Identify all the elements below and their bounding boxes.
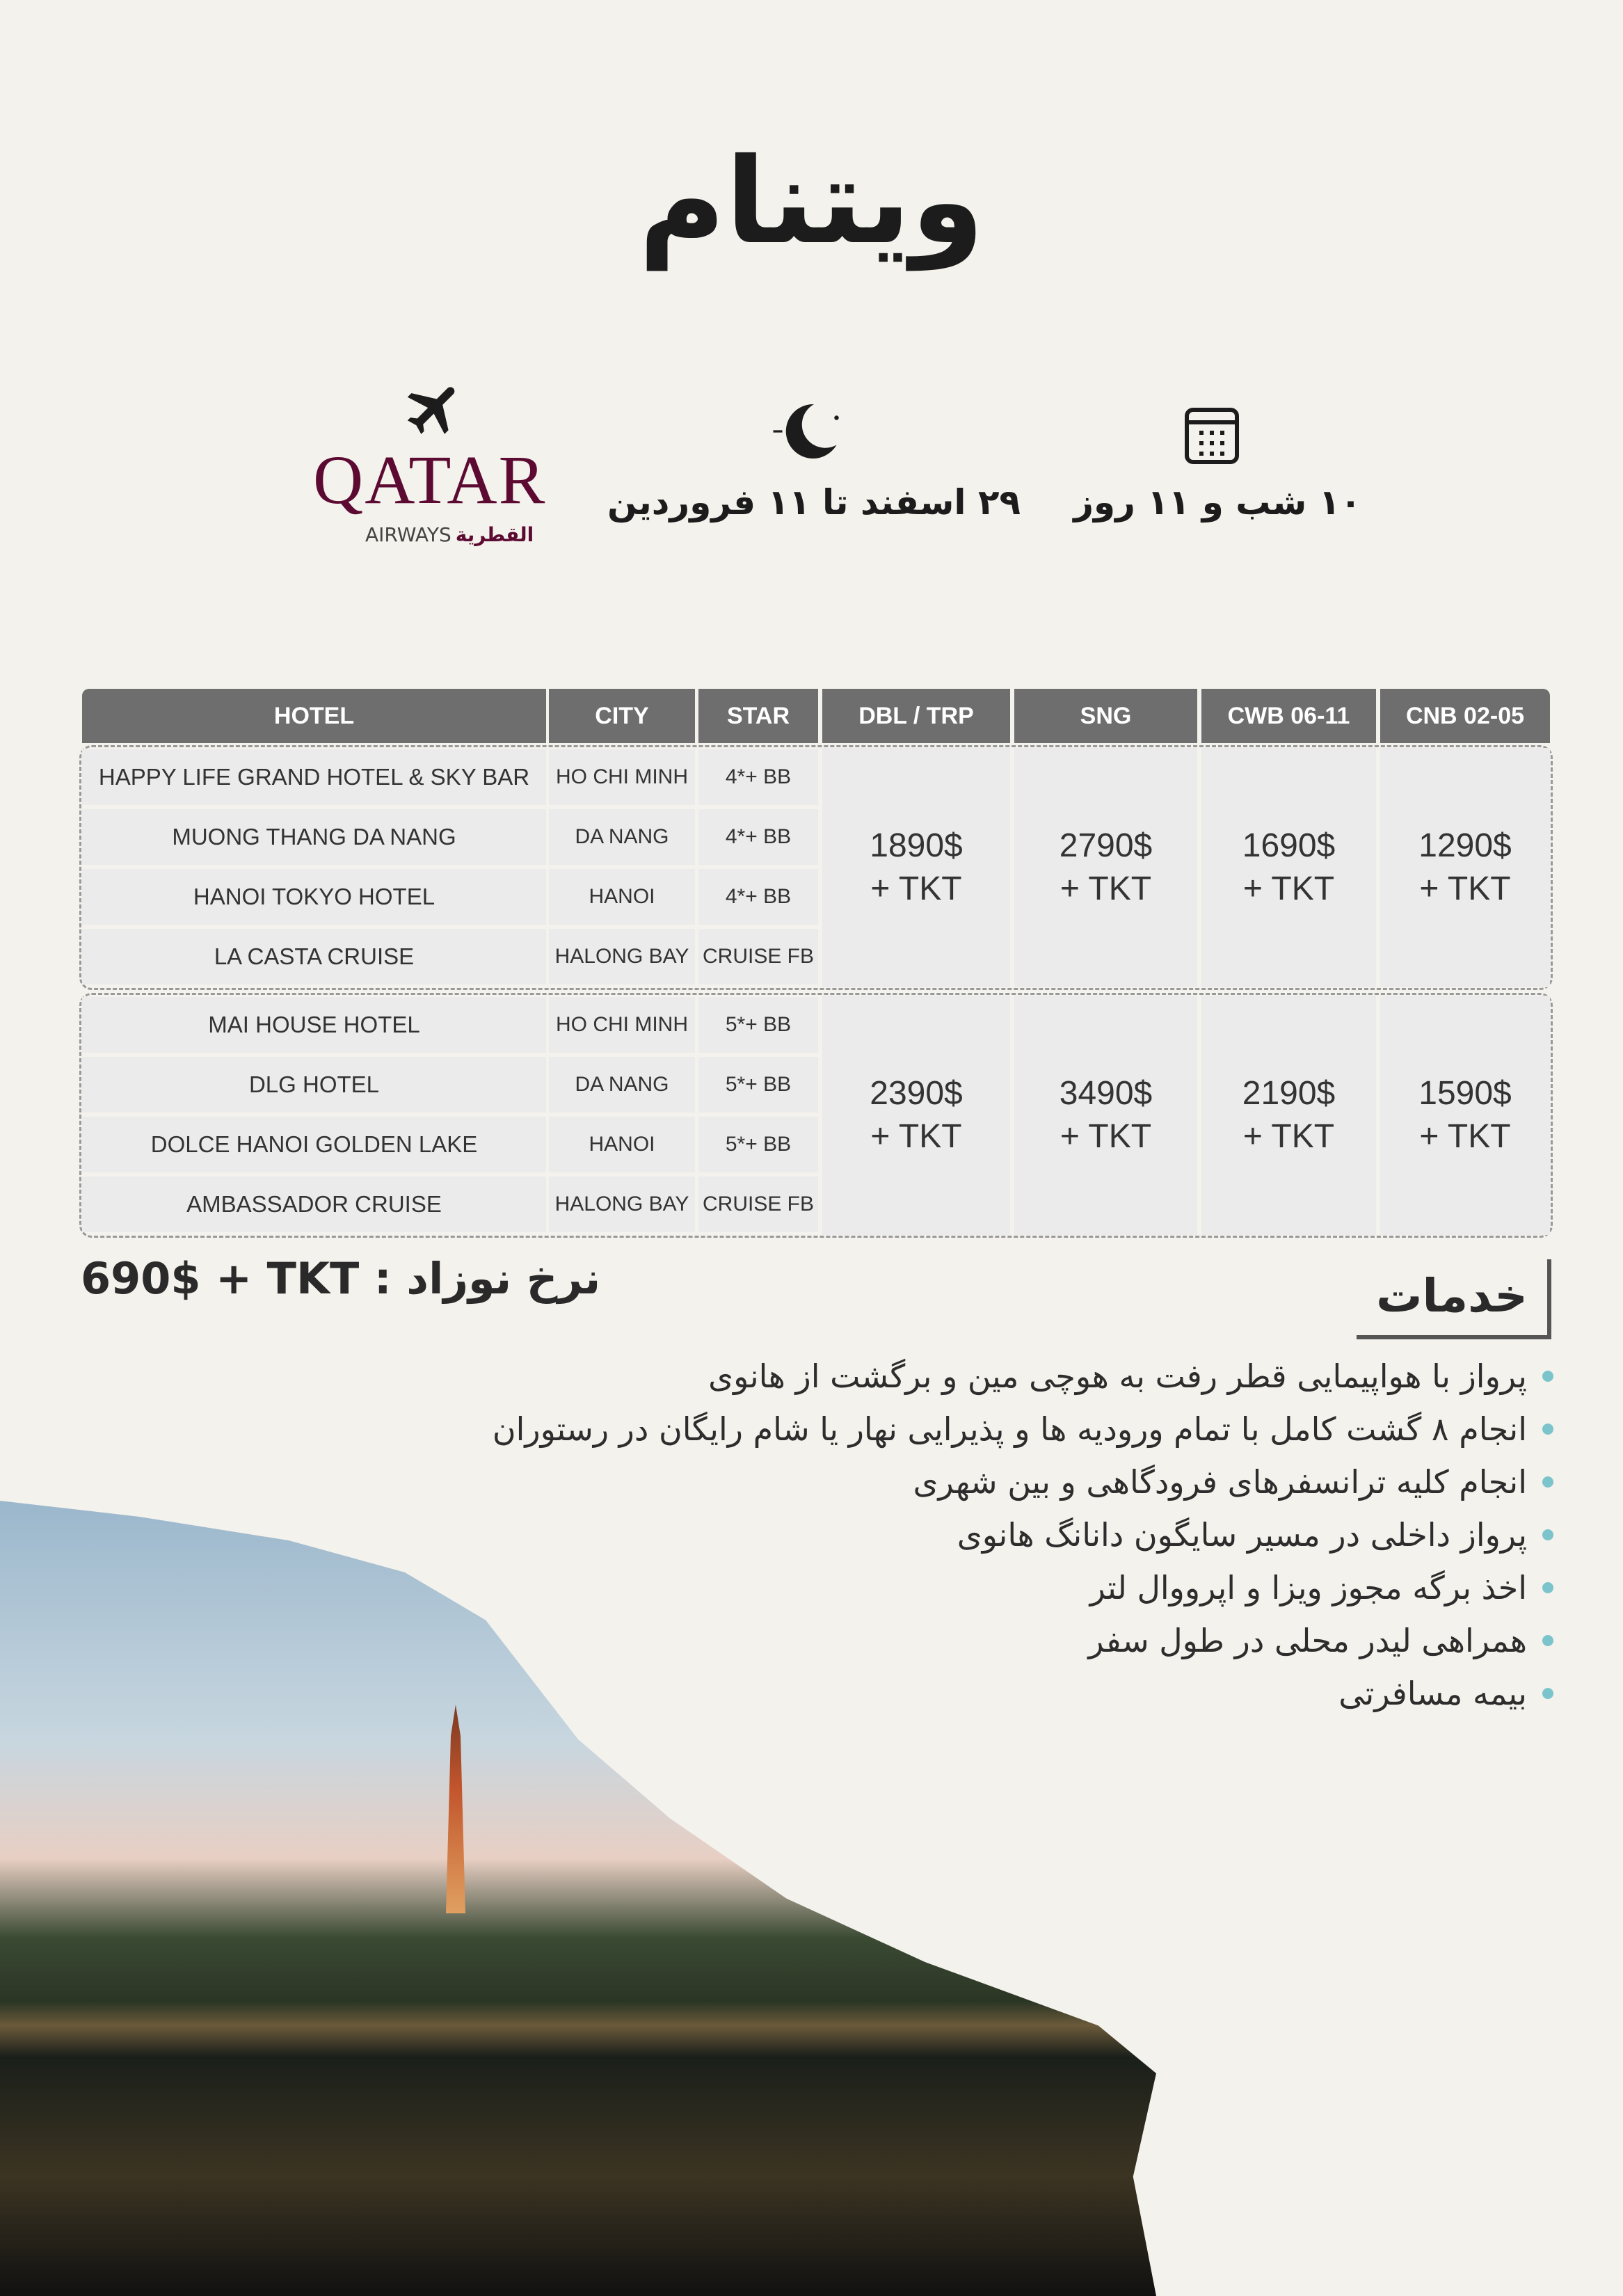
- hotel-name: AMBASSADOR CRUISE: [82, 1177, 546, 1232]
- service-item: [493, 1456, 1553, 1508]
- star-rating: CRUISE FB: [698, 1177, 818, 1232]
- city: HO CHI MINH: [549, 749, 695, 805]
- bullet-icon: [1542, 1476, 1553, 1488]
- city: HO CHI MINH: [549, 997, 695, 1053]
- hotel-name: MAI HOUSE HOTEL: [82, 997, 546, 1053]
- ticket-note: + TKT: [1419, 870, 1511, 907]
- price-cell: [1201, 996, 1376, 1235]
- price-value: 2190$: [1242, 1075, 1336, 1112]
- dates-text: ۲۹ اسفند تا ۱۱ فروردین: [607, 482, 1021, 523]
- bullet-icon: [1542, 1529, 1553, 1540]
- bullet-icon: [1542, 1582, 1553, 1593]
- calendar-icon: [1183, 404, 1241, 466]
- city: DA NANG: [549, 809, 695, 865]
- service-text: انجام ۸ گشت کامل با تمام ورودیه ها و پذیرایی نهار یا شام رایگان در رستوران: [492, 1410, 1527, 1448]
- star-rating: 5*+ BB: [698, 1057, 818, 1113]
- price-cell: [1014, 748, 1197, 987]
- price-cell: [1014, 996, 1197, 1235]
- bullet-icon: [1542, 1424, 1553, 1435]
- hotel-name: DLG HOTEL: [82, 1057, 546, 1113]
- qatar-logo: QATAR: [313, 441, 547, 518]
- service-text: پرواز داخلی در مسیر سایگون دانانگ هانوی: [957, 1516, 1527, 1554]
- moon-icon: [769, 397, 859, 466]
- header-sng: SNG: [1014, 689, 1197, 743]
- star-rating: 5*+ BB: [698, 1117, 818, 1172]
- header-cwb: CWB 06-11: [1201, 689, 1376, 743]
- hotel-name: LA CASTA CRUISE: [82, 929, 546, 984]
- service-item: [493, 1350, 1553, 1403]
- service-item: [493, 1508, 1553, 1561]
- bullet-icon: [1542, 1635, 1553, 1646]
- price-cell: [822, 748, 1010, 987]
- star-rating: 5*+ BB: [698, 997, 818, 1053]
- city: HANOI: [549, 1117, 695, 1172]
- price-value: 1890$: [870, 827, 963, 864]
- services-heading: خدمات: [1357, 1259, 1551, 1339]
- price-value: 1290$: [1418, 827, 1512, 864]
- service-text: همراهی لیدر محلی در طول سفر: [1088, 1622, 1527, 1659]
- ticket-note: + TKT: [1242, 1118, 1335, 1155]
- ticket-note: + TKT: [1419, 1118, 1511, 1155]
- header-star: STAR: [698, 689, 818, 743]
- service-text: انجام کلیه ترانسفرهای فرودگاهی و بین شهری: [913, 1463, 1527, 1501]
- header-dbl: DBL / TRP: [822, 689, 1010, 743]
- hotel-name: HAPPY LIFE GRAND HOTEL & SKY BAR: [82, 749, 546, 805]
- service-item: [493, 1403, 1553, 1456]
- services-list: [493, 1350, 1553, 1720]
- price-cell: [1380, 996, 1550, 1235]
- header-hotel: HOTEL: [82, 689, 546, 743]
- city: HANOI: [549, 869, 695, 925]
- ticket-note: + TKT: [870, 1118, 962, 1155]
- ticket-note: + TKT: [870, 870, 962, 907]
- ticket-note: + TKT: [1060, 870, 1152, 907]
- price-value: 2790$: [1059, 827, 1153, 864]
- ticket-note: + TKT: [1060, 1118, 1152, 1155]
- star-rating: CRUISE FB: [698, 929, 818, 984]
- service-text: پرواز با هواپیمایی قطر رفت به هوچی مین و برگشت از هانوی: [708, 1357, 1527, 1395]
- star-rating: 4*+ BB: [698, 809, 818, 865]
- header-city: CITY: [549, 689, 695, 743]
- price-cell: [1380, 748, 1550, 987]
- price-value: 1690$: [1242, 827, 1336, 864]
- page-title: ویتنام: [639, 133, 984, 271]
- qatar-logo-sub: [365, 523, 534, 547]
- star-rating: 4*+ BB: [698, 869, 818, 925]
- price-value: 2390$: [870, 1075, 963, 1112]
- price-cell: [822, 996, 1010, 1235]
- service-item: [493, 1561, 1553, 1614]
- hotel-name: HANOI TOKYO HOTEL: [82, 869, 546, 925]
- price-value: 1590$: [1418, 1075, 1512, 1112]
- bullet-icon: [1542, 1688, 1553, 1699]
- service-text: بیمه مسافرتی: [1338, 1675, 1527, 1712]
- price-cell: [1201, 748, 1376, 987]
- service-item: [493, 1614, 1553, 1667]
- city: HALONG BAY: [549, 1177, 695, 1232]
- header-cnb: CNB 02-05: [1380, 689, 1550, 743]
- service-text: اخذ برگه مجوز ویزا و اپرووال لتر: [1089, 1569, 1527, 1607]
- qatar-logo-arabic: القطرية: [455, 523, 534, 546]
- city: HALONG BAY: [549, 929, 695, 984]
- hotel-name: DOLCE HANOI GOLDEN LAKE: [82, 1117, 546, 1172]
- service-item: [493, 1667, 1553, 1720]
- newborn-price: 690$ + TKT : نرخ نوزاد: [81, 1253, 601, 1304]
- airplane-icon: [400, 376, 470, 442]
- duration-text: ۱۰ شب و ۱۱ روز: [1073, 482, 1361, 523]
- hotel-name: MUONG THANG DA NANG: [82, 809, 546, 865]
- bullet-icon: [1542, 1371, 1553, 1382]
- price-value: 3490$: [1059, 1075, 1153, 1112]
- qatar-logo-airways: AIRWAYS: [365, 523, 451, 546]
- city: DA NANG: [549, 1057, 695, 1113]
- ticket-note: + TKT: [1242, 870, 1335, 907]
- star-rating: 4*+ BB: [698, 749, 818, 805]
